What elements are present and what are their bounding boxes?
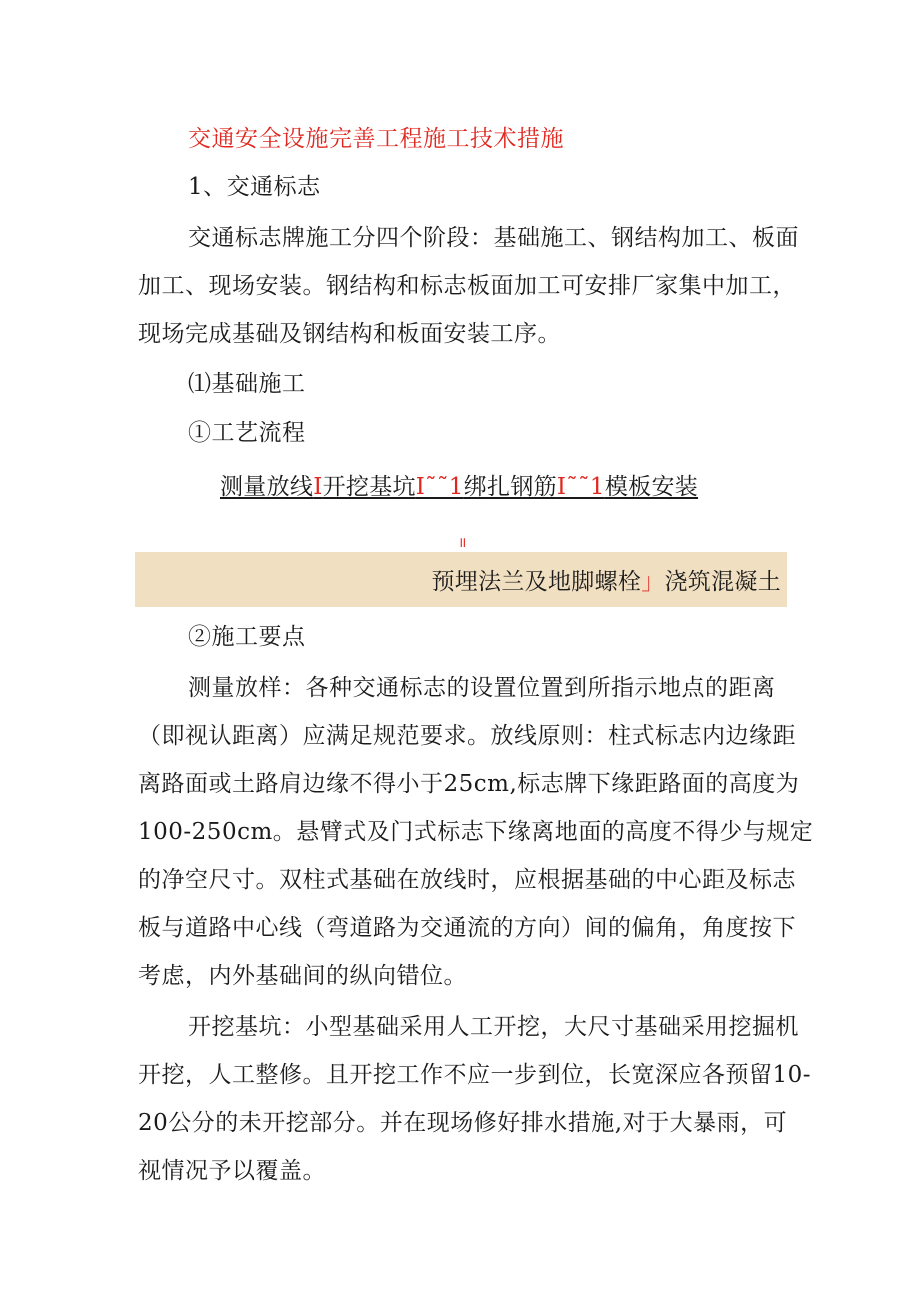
flow-arrow: I˜˜1 [415,474,464,500]
subsection-heading: ⑴基础施工 [188,371,306,397]
step-heading: ②施工要点 [188,624,306,650]
paragraph-line: 板与道路中心线（弯道路为交通流的方向）间的偏角，角度按下 [138,915,796,941]
section-heading: 1、交通标志 [188,174,321,200]
flow-arrow: I˜˜1 [556,474,605,500]
flow-row-text [431,563,781,596]
paragraph-line: 测量放样：各种交通标志的设置位置到所指示地点的距离 [188,675,776,701]
paragraph-line: 离路面或土路肩边缘不得小于25cm,标志牌下缘距路面的高度为 [138,771,800,797]
paragraph-line: 开挖，人工整修。且开挖工作不应一步到位，长宽深应各预留10- [138,1062,812,1088]
flow-step: 浇筑混凝土 [664,569,781,595]
flow-arrow: 」 [641,569,665,595]
flow-step: 预埋法兰及地脚螺栓 [431,569,642,595]
paragraph-line: 视情况予以覆盖。 [138,1158,326,1184]
paragraph-line: 100-250cm。悬臂式及门式标志下缘离地面的高度不得少与规定 [138,819,814,845]
paragraph-line: 交通标志牌施工分四个阶段：基础施工、钢结构加工、板面 [188,225,799,251]
paragraph-line: 开挖基坑：小型基础采用人工开挖，大尺寸基础采用挖掘机 [188,1014,799,1040]
paragraph-line: 的净空尺寸。双柱式基础在放线时，应根据基础的中心距及标志 [138,867,796,893]
flow-arrow: I [313,474,323,500]
flow-step: 测量放线 [220,474,314,500]
flow-step: 模板安装 [604,474,699,500]
flow-step: 开挖基坑 [322,474,416,500]
process-flow-row-1 [220,468,698,501]
process-flow-row-2 [135,552,787,607]
paragraph-line: 现场完成基础及钢结构和板面安装工序。 [138,321,561,347]
flow-connector-mark: ॥ [458,535,467,551]
paragraph-line: （即视认距离）应满足规范要求。放线原则：柱式标志内边缘距 [138,723,796,749]
paragraph-line: 加工、现场安装。钢结构和标志板面加工可安排厂家集中加工， [138,273,796,299]
document-title: 交通安全设施完善工程施工技术措施 [188,126,564,152]
paragraph-line: 20公分的未开挖部分。并在现场修好排水措施,对于大暴雨，可 [138,1110,788,1136]
step-heading: ①工艺流程 [188,420,306,446]
paragraph-line: 考虑，内外基础间的纵向错位。 [138,963,467,989]
flow-step: 绑扎钢筋 [463,474,557,500]
